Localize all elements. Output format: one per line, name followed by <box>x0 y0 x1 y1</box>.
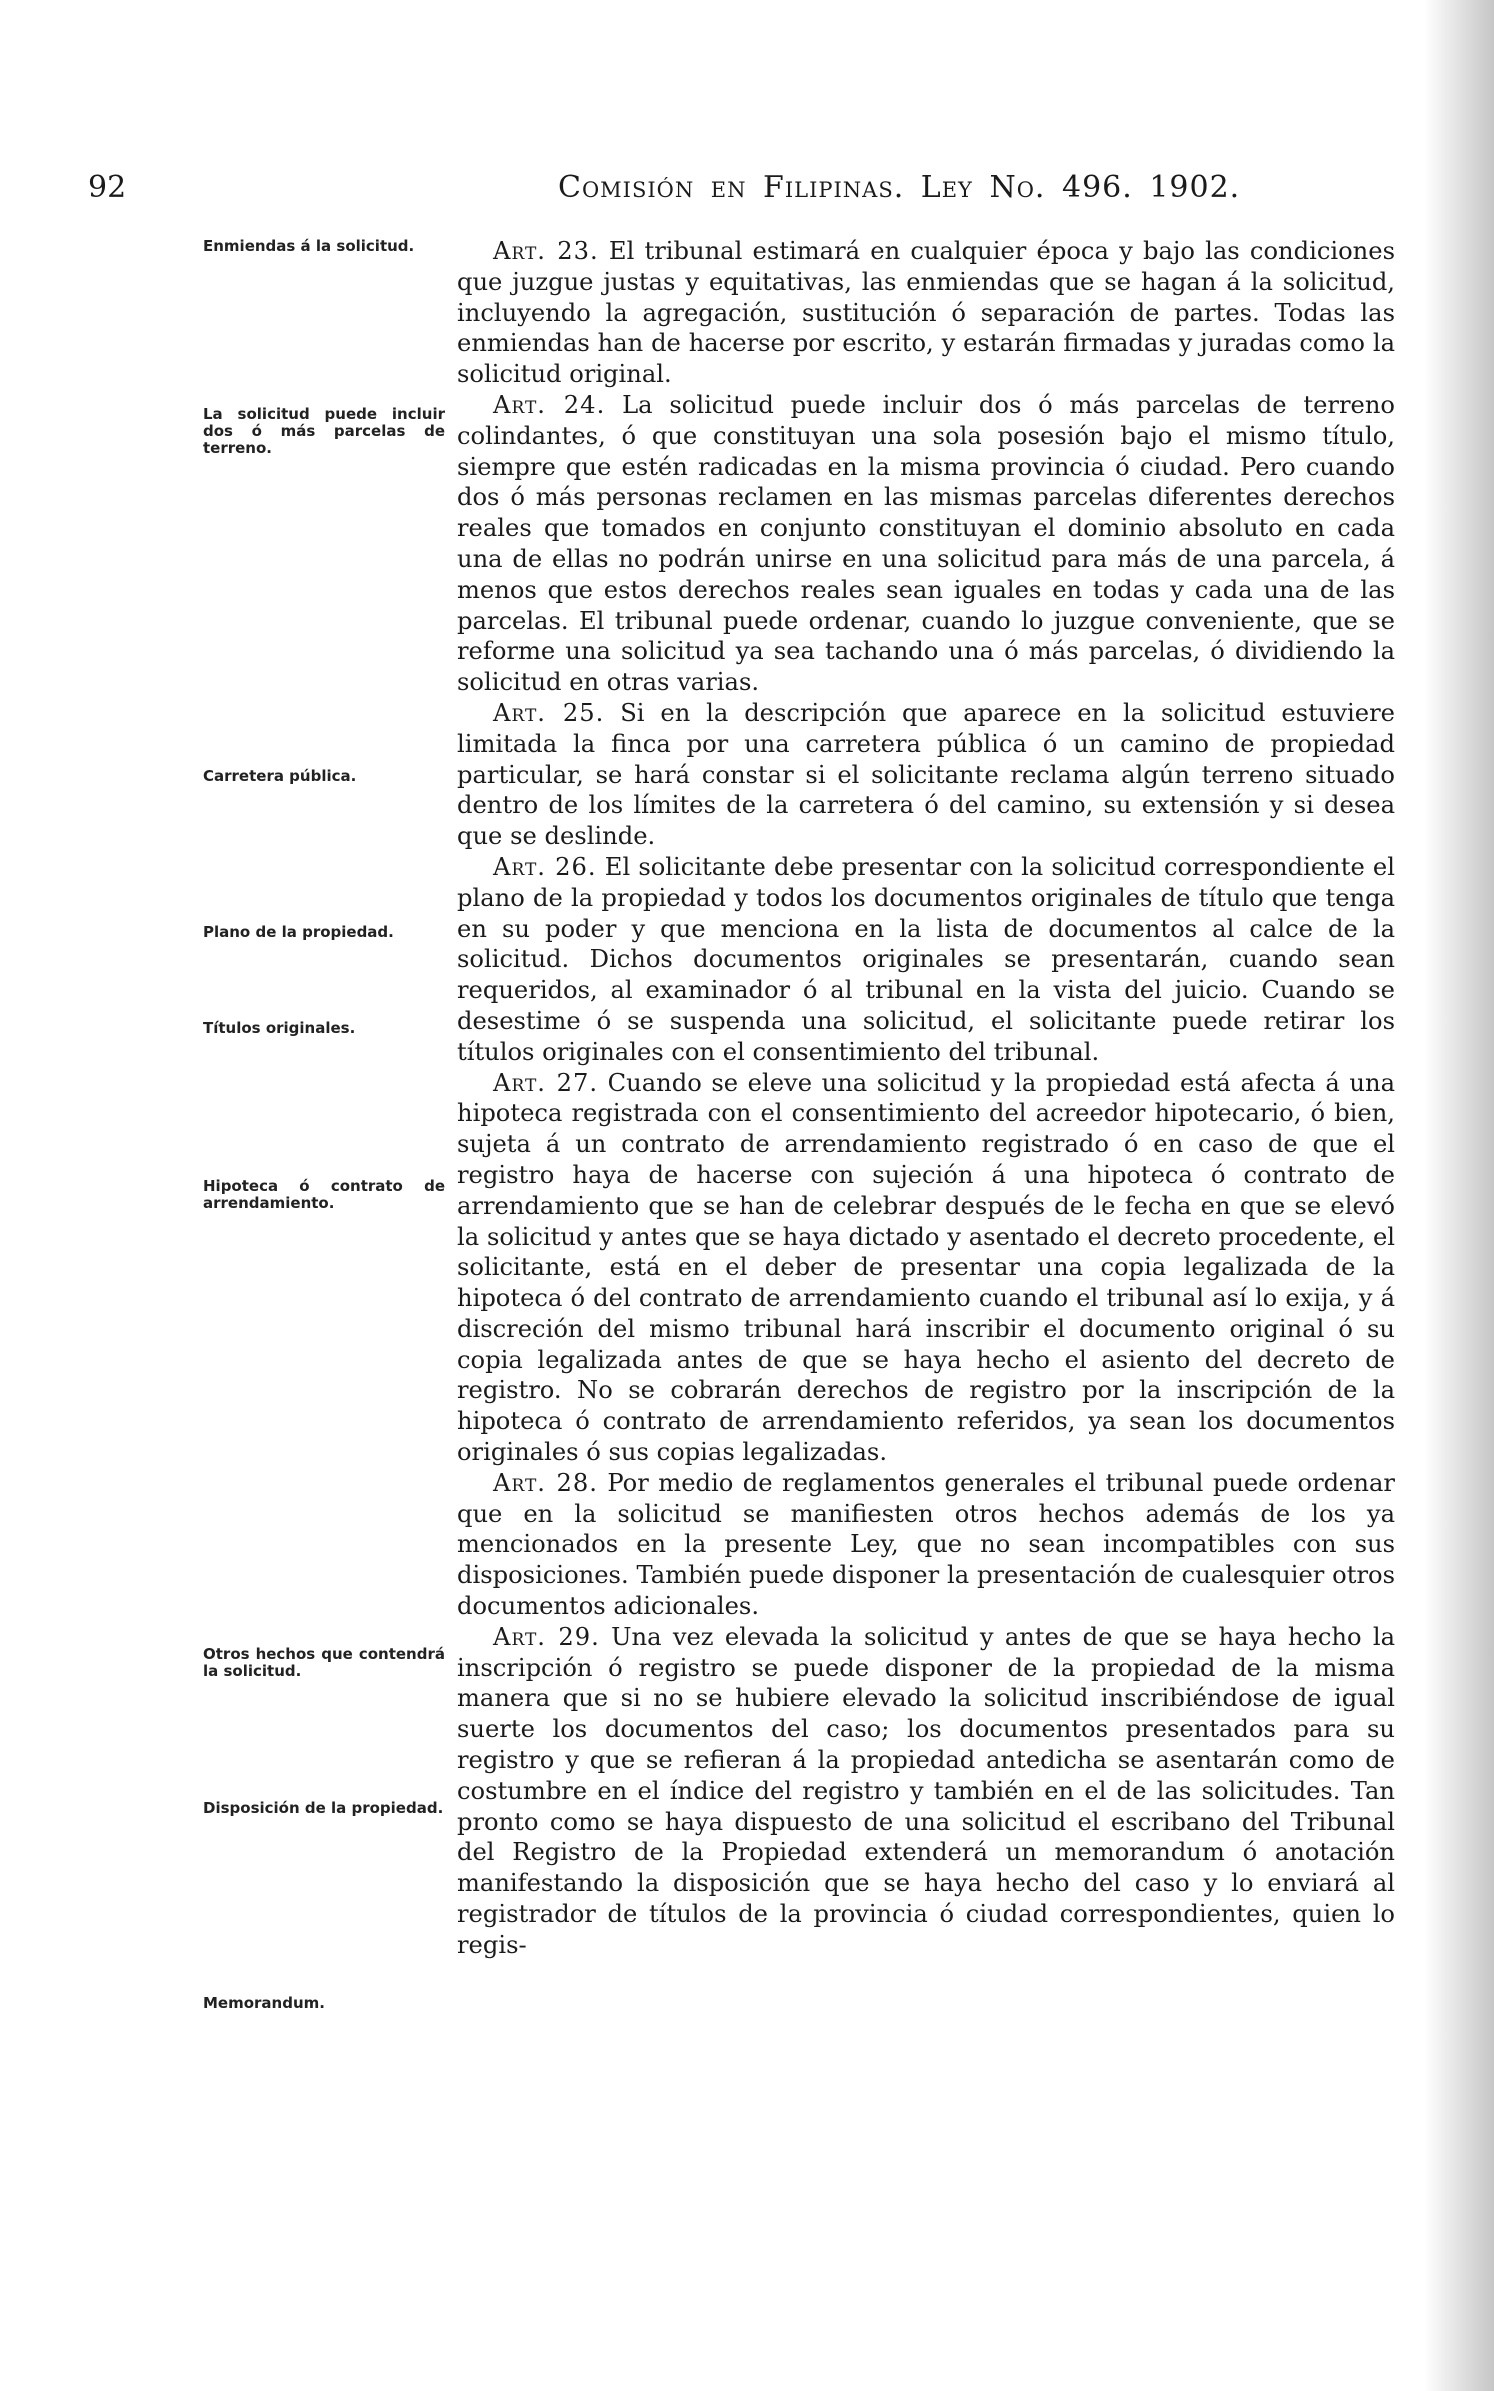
margin-note: Carretera pública. <box>203 767 357 785</box>
page-number: 92 <box>88 170 127 205</box>
margin-note: Memorandum. <box>203 1994 325 2012</box>
article-label: Art. 23. <box>493 237 599 265</box>
article-text: El solicitante debe presentar con la solicitud correspondiente el plano de la propiedad y todos los documentos originales de título que tenga en su poder y que menciona en la lista de documentos al calce de la solicitud. Dichos documentos originales se presentarán, cuando sean requeridos, al examinador ó al tribunal en la vista del juicio. Cuando se desestime ó se suspenda una solicitud, el solicitante puede retirar los títulos originales con el consentimiento del tribunal. <box>457 852 1395 1066</box>
margin-note: La solicitud puede incluir dos ó más parcelas de terreno. <box>203 405 445 457</box>
margin-note: Plano de la propiedad. <box>203 923 394 941</box>
article-text: Por medio de reglamentos generales el tribunal puede ordenar que en la solicitud se manifiesten otros hechos además de los ya mencionados en la presente Ley, que no sean incompatibles con sus disposiciones. También puede disponer la presentación de cualesquier otros documentos adicionales. <box>457 1468 1395 1621</box>
margin-note: Enmiendas á la solicitud. <box>203 237 415 255</box>
article-28 <box>457 1468 1395 1622</box>
margin-note: Hipoteca ó contrato de arrendamiento. <box>203 1177 445 1212</box>
article-text: La solicitud puede incluir dos ó más parcelas de terreno colindantes, ó que constituyan una sola posesión bajo el mismo título, siempre que estén radicadas en la misma provincia ó ciudad. Pero cuando dos ó más personas reclamen en las mismas parcelas diferentes derechos reales que tomados en conjunto constituyan el dominio absoluto en cada una de ellas no podrán unirse en una solicitud para más de una parcela, á menos que estos derechos reales sean iguales en todas y cada una de las parcelas. El tribunal puede ordenar, cuando lo juzgue conveniente, que se reforme una solicitud ya sea tachando una ó más parcelas, ó dividiendo la solicitud en otras varias. <box>457 390 1395 697</box>
article-25 <box>457 698 1395 852</box>
body-text <box>457 236 1395 1961</box>
article-text: El tribunal estimará en cualquier época y bajo las condiciones que juzgue justas y equitativas, las enmiendas que se hagan á la solicitud, incluyendo la agregación, sustitución ó separación de partes. Todas las enmiendas han de hacerse por escrito, y estarán firmadas y juradas como la solicitud original. <box>457 237 1395 389</box>
article-label: Art. 28. <box>493 1468 598 1497</box>
article-label: Art. 26. <box>493 852 597 881</box>
article-label: Art. 25. <box>493 698 605 727</box>
article-text: Una vez elevada la solicitud y antes de que se haya hecho la inscripción ó registro se puede disponer de la propiedad de la misma manera que si no se hubiere elevado la solicitud inscribiéndose de igual suerte los documentos del caso; los documentos presentados para su registro y que se refieran á la propiedad antedicha se asentarán como de costumbre en el índice del registro y también en el de las solicitudes. Tan pronto como se haya dispuesto de una solicitud el escribano del Tribunal del Registro de la Propiedad extenderá un memorandum ó anotación manifestando la disposición que se haya hecho del caso y lo enviará al registrador de títulos de la provincia ó ciudad correspondientes, quien lo regis- <box>457 1622 1395 1959</box>
article-label: Art. 24. <box>493 390 606 419</box>
article-label: Art. 27. <box>493 1068 599 1097</box>
page-edge-shading <box>1424 0 1494 2391</box>
article-24 <box>457 390 1395 698</box>
margin-note: Títulos originales. <box>203 1019 356 1037</box>
margin-note: Disposición de la propiedad. <box>203 1799 444 1817</box>
article-29 <box>457 1622 1395 1961</box>
article-text: Si en la descripción que aparece en la solicitud estuviere limitada la finca por una carretera pública ó un camino de propiedad particular, se hará constar si el solicitante reclama algún terreno situado dentro de los límites de la carretera ó del camino, su extensión y si desea que se deslinde. <box>457 698 1395 851</box>
article-text: Cuando se eleve una solicitud y la propiedad está afecta á una hipoteca registrada con el consentimiento del acreedor hipotecario, ó bien, sujeta á un contrato de arrendamiento registrado ó en caso de que el registro haya de hacerse con sujeción á una hipoteca ó contrato de arrendamiento que se han de celebrar después de le fecha en que se elevó la solicitud y antes que se haya dictado y asentado el decreto procedente, el solicitante, está en el deber de presentar una copia legalizada de la hipoteca ó del contrato de arrendamiento cuando el tribunal así lo exija, y á discreción del mismo tribunal hará inscribir el documento original ó su copia legalizada antes de que se haya hecho el asiento del decreto de registro. No se cobrarán derechos de registro por la inscripción de la hipoteca ó contrato de arrendamiento referidos, ya sean los documentos originales ó sus copias legalizadas. <box>457 1068 1395 1467</box>
running-head: Comisión en Filipinas. Ley No. 496. 1902. <box>558 170 1241 205</box>
article-label: Art. 29. <box>493 1622 600 1651</box>
page-header <box>88 170 1268 210</box>
article-26 <box>457 852 1395 1068</box>
margin-note: Otros hechos que contendrá la solicitud. <box>203 1645 445 1680</box>
article-23 <box>457 236 1395 390</box>
article-27 <box>457 1068 1395 1468</box>
